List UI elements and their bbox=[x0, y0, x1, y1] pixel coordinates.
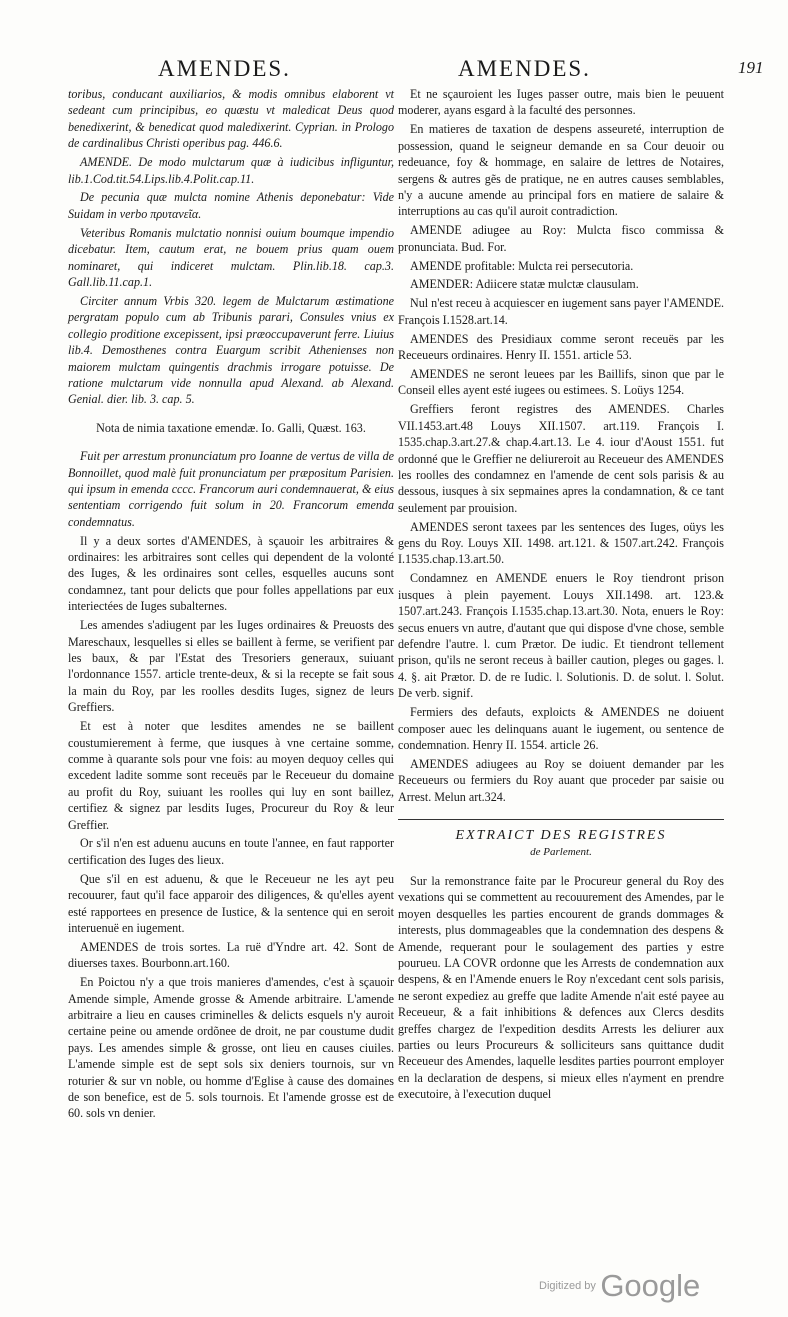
left-column-paragraph: Veteribus Romanis mulctatio nonnisi ouium boumque impendio dicebatur. Item, cautum erat, ne bouem prius quam ouem nominaret, qui indiceret mulctam. Plin.lib.18. cap.3. Gall.lib.11.cap.1. bbox=[68, 225, 394, 289]
right-column-paragraph: AMENDES des Presidiaux comme seront receuës par les Receueurs ordinaires. Henry II. 1551. article 53. bbox=[398, 331, 724, 363]
right-column-paragraph: Et ne sçauroient les Iuges passer outre, mais bien le peuuent moderer, ayans esgard à la faculté des personnes. bbox=[398, 87, 724, 118]
left-column-paragraph: Or s'il n'en est aduenu aucuns en toute l'annee, en faut rapporter certification des Iuges des lieux. bbox=[68, 836, 394, 867]
left-column-paragraph: Il y a deux sortes d'AMENDES, à sçauoir les arbitraires & ordinaires: les arbitraires sont celles qui dependent de la volonté des Iuges, & les ordinaires sont celles, esquelles aucuns sont condamnez, tant pour delicts que pour folles appellations par eux interiectées de Iuges subalternes. bbox=[68, 533, 394, 614]
right-column-paragraph: AMENDES ne seront leuees par les Baillifs, sinon que par le Conseil elles ayent esté iugees ou estimees. S. Loüys 1254. bbox=[398, 367, 724, 398]
left-column-paragraph: Et est à noter que lesdites amendes ne se baillent coustumierement à ferme, que iusques à vne certaine somme, comme à quarante sols pour vne fois: au moyen dequoy celles qui excedent ladite somme sont receuës par le Receueur du domaine au profit du Roy, suiuant les roolles qui luy en sont baillez, certifiez & signez par lesdits Iuges, Procureur du Roy & leur Greffier. bbox=[68, 719, 394, 832]
page-number: 191 bbox=[738, 58, 764, 77]
left-column-paragraph: Les amendes s'adiugent par les Iuges ordinaires & Preuosts des Mareschaux, lesquelles si elles se baillent à ferme, se verifient par les baux, & par l'Estat des Tresoriers generaux, suiuant l'ordonnance 1557. article trente-deux, & si la recepte se fait sous la main du Roy, par les roolles desdits Iuges, signez de leurs Greffiers. bbox=[68, 618, 394, 715]
left-column-paragraph: Circiter annum Vrbis 320. legem de Mulctarum æstimatione pergratam populo cum ab Tribunis parari, Consules vnius ex collegio proditione excepissent, ipsi præoccupaverunt ferre. Liuius lib.4. Demosthenes contra Euargum scribit Athenienses non maiorem mulctam quingentis drachmis irrogare potuisse. De ratione mulctarum vide nonnulla apud Alexand. ab Alexand. Genial. dier. lib. 3. cap. 5. bbox=[68, 293, 394, 407]
right-column-paragraph: Sur la remonstrance faite par le Procureur general du Roy des vexations qui se commettent au recouurement des Amendes, par le moyen desquelles les parties encourent de grands dommages & interests, plus dommageables que la condemnation des despens & Amende, requerant pour le soulagement des parties y estre pourueu. LA COVR ordonne que les Arrests de condemnation aux despens, & en l'Amende enuers le Roy n'excedant cent sols parisis, ne seront expediez au greffe que ladite Amende n'ait esté payee au Receueur, & a fait inhibitions & defences aux Clercs desdits greffes chargez de l'expedition desdits Arrests les deliurer aux parties ou leurs Procureurs & solliciteurs sans quittance dudit Receueur des Amendes, laquelle lesdites parties pourront employer en la declaration de despens, si mieux elles n'ayment en prendre executoire, à l'execution duquel bbox=[398, 873, 724, 1102]
right-column-paragraph: En matieres de taxation de despens asseureté, interruption de possession, quand le seigneur demande en sa Cour deuoir ou redeuance, foy & hommage, en salaire de lettres de Notaires, sergens & autres gẽs de pratique, ne en autres causes semblables, n'y a aucune amende au principal fors en matiere de salaire & interruptions au cas qu'il auroit contradiction. bbox=[398, 122, 724, 219]
running-head-right: AMENDES. bbox=[458, 56, 591, 81]
running-head-left: AMENDES. bbox=[158, 56, 291, 81]
right-column-paragraph: de Parlement. bbox=[530, 846, 592, 859]
watermark-prefix: Digitized by bbox=[539, 1280, 596, 1292]
left-column-paragraph: AMENDES de trois sortes. La ruë d'Yndre art. 42. Sont de diuerses taxes. Bourbonn.art.160. bbox=[68, 939, 394, 971]
left-column-paragraph: En Poictou n'y a que trois manieres d'amendes, c'est à sçauoir Amende simple, Amende grosse & Amende arbitraire. L'amende arbitraire a lieu en causes criminelles & delicts esquels n'y auroit certaine peine ou amende ordõnee de droit, ne par coustume dudit pays. Les amendes simple & grosse, ont lieu en causes ciuiles. L'amende simple est de sept sols six deniers tournois, sur vn roturier & sur vn noble, ou homme d'Eglise à cause des domaines de son benefice, est de 5. sols tournois. Et l'amende grosse est de 60. sols vn denier. bbox=[68, 975, 394, 1121]
right-column-paragraph: AMENDE profitable: Mulcta rei persecutoria. bbox=[410, 258, 634, 273]
right-column-paragraph: Greffiers feront registres des AMENDES. Charles VII.1453.art.48 Louys XII.1507. art.119. François I. 1535.chap.3.art.27.& chap.4.art.13. Le 4. iour d'Aoust 1551. fut ordonné que le Greffier ne deliureroit au Receueur des AMENDES les roolles des condamnez en l'amende de cent sols parisis & au dessous, iusques à six sepmaines apres la condamnation, & ce tant seulement par prouision. bbox=[398, 402, 724, 515]
right-column-paragraph: AMENDER: Adiicere statæ mulctæ clausulam. bbox=[410, 277, 639, 292]
right-column-paragraph: EXTRAICT DES REGISTRES bbox=[398, 819, 724, 844]
left-column-paragraph: Fuit per arrestum pronunciatum pro Ioanne de vertus de villa de Bonnoillet, quod malè fuit pronunciatum per præpositum Parisien. qui ipsum in emenda cccc. Francorum auri condemnauerat, & eius sententiam corrigendo fuit solum in 20. Francorum emenda condemnatus. bbox=[68, 449, 394, 529]
right-column-paragraph: AMENDES seront taxees par les sentences des Iuges, oüys les gens du Roy. Louys XII. 1498. art.121. & 1507.art.242. François I.1535.chap.13.art.50. bbox=[398, 519, 724, 567]
left-column-paragraph: AMENDE. De modo mulctarum quæ à iudicibus infliguntur, lib.1.Cod.tit.54.Lips.lib.4.Polit.cap.11. bbox=[68, 155, 394, 186]
right-column-paragraph: AMENDE adiugee au Roy: Mulcta fisco commissa & pronunciata. Bud. For. bbox=[398, 223, 724, 254]
right-column-paragraph: Fermiers des defauts, exploicts & AMENDES ne doiuent composer auec les delinquans auant le iugement, ou sentence de condemnation. Henry II. 1554. article 26. bbox=[398, 705, 724, 752]
right-column-paragraph: AMENDES adiugees au Roy se doiuent demander par les Receueurs ou fermiers du Roy auant que proceder par saisie ou Arrest. Melun art.324. bbox=[398, 756, 724, 804]
left-column-paragraph: De pecunia quæ mulcta nomine Athenis deponebatur: Vide Suidam in verbo πρυτανεῖα. bbox=[68, 190, 394, 221]
right-text-column bbox=[398, 86, 724, 1105]
left-column-paragraph: toribus, conducant auxiliarios, & modis omnibus elaborent vt sedeant cum principibus, eo quæstu vt maledicat Deus quod benedixerint, & benedicat quod maledixerint. Cyprian. in Prologo de cardinalibus Christi operibus pag. 446.6. bbox=[68, 87, 394, 151]
right-column-paragraph: Condamnez en AMENDE enuers le Roy tiendront prison iusques à plein payement. Louys XII.1498. art. 123.& 1507.art.243. François I.1535.chap.13.art.30. Nota, enuers le Roy: secus enuers vn autre, d'autant que qui dispose d'vne chose, semble defendre l'autre. l. cum Prætor. De iudic. Et tiendront tellement prison, qu'ils ne seront receus à bailler caution, pleges ou gages. l. 4. §. ait Prætor. D. de re Iudic. l. Solutionis. D. de solut. l. Solut. De verb. signif. bbox=[398, 571, 724, 701]
google-watermark bbox=[539, 1268, 700, 1304]
left-column-paragraph: Que s'il en est aduenu, & que le Receueur ne les ayt peu recouurer, faut qu'il face apparoir des diligences, & qu'elles ayent esté rapportees en presence de Iustice, & la sentence qui en seroit interuenuë en iugement. bbox=[68, 871, 394, 935]
left-column-paragraph: Nota de nimia taxatione emendæ. Io. Galli, Quæst. 163. bbox=[96, 420, 366, 435]
right-column-paragraph: Nul n'est receu à acquiescer en iugement sans payer l'AMENDE. François I.1528.art.14. bbox=[398, 296, 724, 327]
left-text-column bbox=[68, 86, 394, 1124]
google-logo: Google bbox=[600, 1268, 701, 1303]
